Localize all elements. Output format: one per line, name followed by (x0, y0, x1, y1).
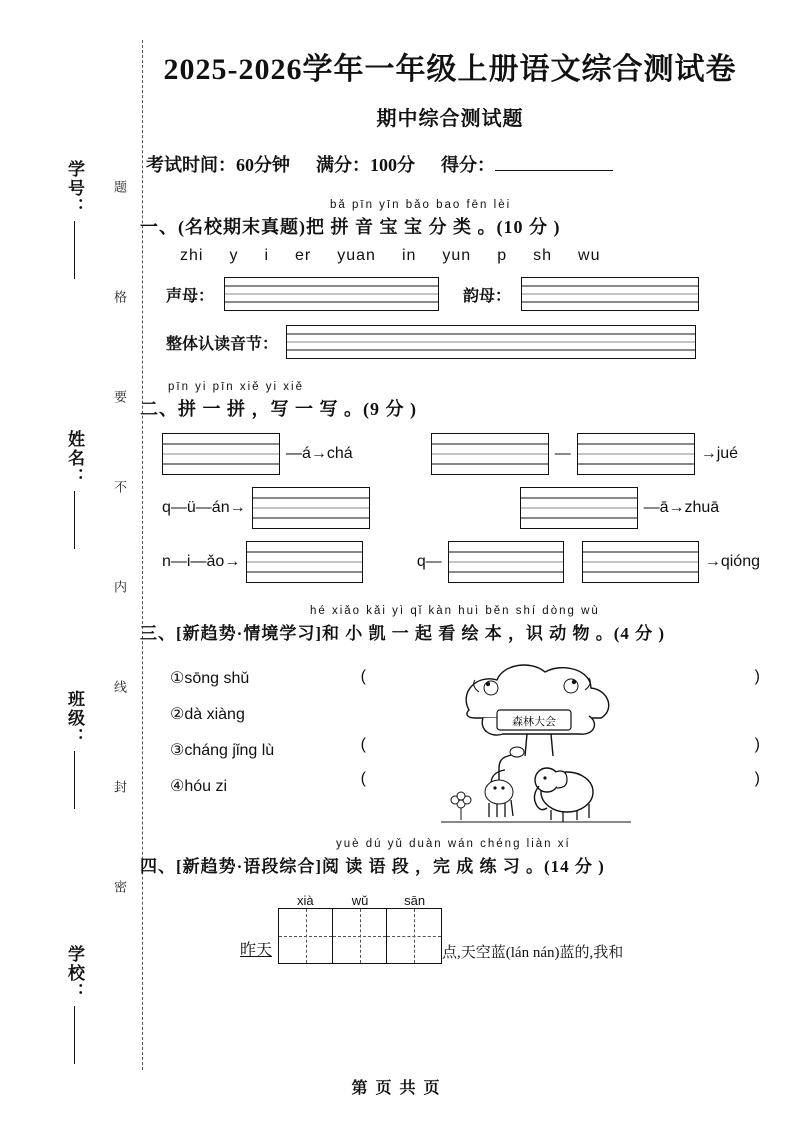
question-1-heading: 一、(名校期末真题)把 拼 音 宝 宝 分 类 。(10 分 ) (140, 217, 561, 237)
question-1-letter-bank (140, 247, 760, 265)
row-text: →jué (700, 445, 739, 462)
field-name-rule (74, 491, 75, 549)
tianzi-cell[interactable] (387, 909, 441, 963)
question-3-heading: 三、[新趋势·情境学习]和 小 凯 一 起 看 绘 本 ，识 动 物 。(4 分 ) (140, 624, 666, 643)
answer-paren[interactable]: ) (754, 736, 760, 753)
cell-pinyin: sān (404, 893, 426, 908)
lead-word: 昨天 (240, 942, 273, 959)
exam-score-label: 得分： (441, 155, 495, 175)
tianzi-cell[interactable] (279, 909, 333, 963)
letter-item: zhi (180, 247, 204, 264)
field-school (62, 945, 87, 1064)
page-subtitle: 期中综合测试题 (376, 108, 524, 130)
answer-paren[interactable]: ) (754, 668, 760, 685)
question-4 (140, 838, 760, 964)
row-text: —ā→zhuā (643, 499, 720, 516)
seal-note-1: 格 (112, 290, 127, 303)
question-2 (140, 381, 760, 583)
list-item: ③cháng jǐng lù (170, 742, 275, 759)
question-3-pinyin: hé xiǎo kǎi yì qǐ kàn huì běn shí dòng wù (310, 605, 600, 617)
forest-meeting-illustration (439, 652, 639, 827)
seal-note-5: 线 (112, 680, 127, 693)
letter-item: wu (578, 247, 601, 264)
cell-pinyin: wǔ (351, 893, 369, 908)
seal-note-2: 要 (112, 390, 127, 403)
row-text: q— (416, 553, 442, 570)
answer-box[interactable] (246, 541, 363, 583)
field-student-number (62, 160, 87, 279)
tianzi-grid[interactable] (278, 908, 442, 964)
tianzi-cell[interactable] (333, 909, 387, 963)
field-school-label: 学校： (65, 945, 84, 1002)
seal-note-6: 封 (112, 780, 127, 793)
letter-item: y (229, 247, 239, 264)
question-1-pinyin: bǎ pīn yīn bǎo bao fēn lèi (330, 199, 512, 211)
answer-box[interactable] (252, 487, 370, 529)
question-1-row-whole-syllables (140, 325, 760, 359)
page-footer: 第 页 共 页 (351, 1080, 442, 1097)
list-item: ①sōng shǔ (170, 670, 250, 687)
question-2-row (140, 433, 760, 475)
letter-item: er (295, 247, 312, 264)
answer-box[interactable] (162, 433, 280, 475)
question-2-rows (140, 433, 760, 583)
question-3 (140, 605, 760, 832)
yunmu-label: 韵母： (463, 287, 512, 305)
seal-note-7: 密 (112, 880, 127, 893)
question-4-heading: 四、[新趋势·语段综合]阅 读 语 段 ，完 成 练 习 。(14 分 ) (140, 857, 605, 876)
page-title: 2025-2026学年一年级上册语文综合测试卷 (163, 53, 737, 86)
answer-box[interactable] (582, 541, 699, 583)
question-3-body (140, 652, 760, 832)
letter-item: in (401, 247, 417, 264)
question-2-heading: 二、拼 一 拼 ，写 一 写 。(9 分 ) (140, 399, 417, 419)
field-name (62, 430, 87, 549)
row-text: q—ü—án→ (162, 499, 246, 516)
tianzi-pinyin-row (278, 893, 442, 908)
answer-paren[interactable]: ( (360, 668, 366, 685)
answer-box[interactable] (577, 433, 695, 475)
seal-note-0: 题 (112, 180, 127, 193)
banner-label: 森林大会 (511, 716, 556, 728)
question-2-row (140, 487, 760, 529)
row-text: —á→chá (286, 445, 353, 462)
yunmu-answer-box[interactable] (521, 277, 699, 311)
exam-time: 考试时间：60分钟 (146, 155, 290, 175)
question-4-writing-row (140, 893, 760, 964)
paper-content (140, 44, 760, 964)
letter-item: p (497, 247, 508, 264)
answer-box[interactable] (431, 433, 549, 475)
field-school-rule (74, 1006, 75, 1064)
row-text: n—i—ǎo→ (162, 553, 241, 570)
exam-score-blank[interactable] (495, 155, 613, 171)
exam-score (441, 151, 613, 177)
row-text: — (554, 445, 571, 462)
shengmu-label: 声母： (166, 287, 215, 305)
shengmu-answer-box[interactable] (224, 277, 439, 311)
letter-item: yuan (337, 247, 376, 264)
field-class-rule (74, 751, 75, 809)
list-item: ②dà xiàng (170, 706, 245, 723)
binding-column (38, 40, 148, 1070)
field-class (62, 690, 87, 809)
exam-total: 满分：100分 (316, 155, 415, 175)
flower-icon (451, 792, 471, 820)
answer-paren[interactable]: ( (360, 770, 366, 787)
answer-box[interactable] (520, 487, 638, 529)
field-student-number-label: 学号： (65, 160, 84, 217)
answer-paren[interactable]: ( (360, 736, 366, 753)
list-item: ④hóu zi (170, 778, 228, 795)
passage-tail: 点,天空蓝(lán nán)蓝的,我和 (442, 945, 624, 961)
question-2-row (140, 541, 760, 583)
answer-box[interactable] (448, 541, 565, 583)
tianzi-group (278, 893, 442, 964)
letter-item: yun (442, 247, 472, 264)
answer-paren[interactable]: ) (754, 770, 760, 787)
question-1 (140, 199, 760, 359)
seal-note-4: 内 (112, 580, 127, 593)
field-name-label: 姓名： (65, 430, 84, 487)
zhengti-answer-box[interactable] (286, 325, 696, 359)
letter-item: i (264, 247, 270, 264)
question-3-illustration (439, 652, 639, 832)
question-3-paren-column-left (361, 652, 439, 832)
question-1-row-initials-finals (140, 277, 760, 311)
question-4-pinyin: yuè dú yǔ duàn wán chéng liàn xí (336, 838, 571, 850)
letter-item: sh (533, 247, 553, 264)
field-student-number-rule (74, 221, 75, 279)
seal-note-3: 不 (112, 480, 127, 493)
question-3-item-list (140, 652, 361, 832)
row-text: →qióng (704, 553, 760, 570)
cell-pinyin: xià (297, 893, 314, 908)
question-2-pinyin: pīn yi pīn xiě yi xiě (168, 381, 304, 393)
zhengti-label: 整体认读音节： (166, 335, 279, 353)
field-class-label: 班级： (65, 690, 84, 747)
question-3-paren-column-right (639, 652, 760, 832)
exam-meta-row (140, 151, 760, 177)
